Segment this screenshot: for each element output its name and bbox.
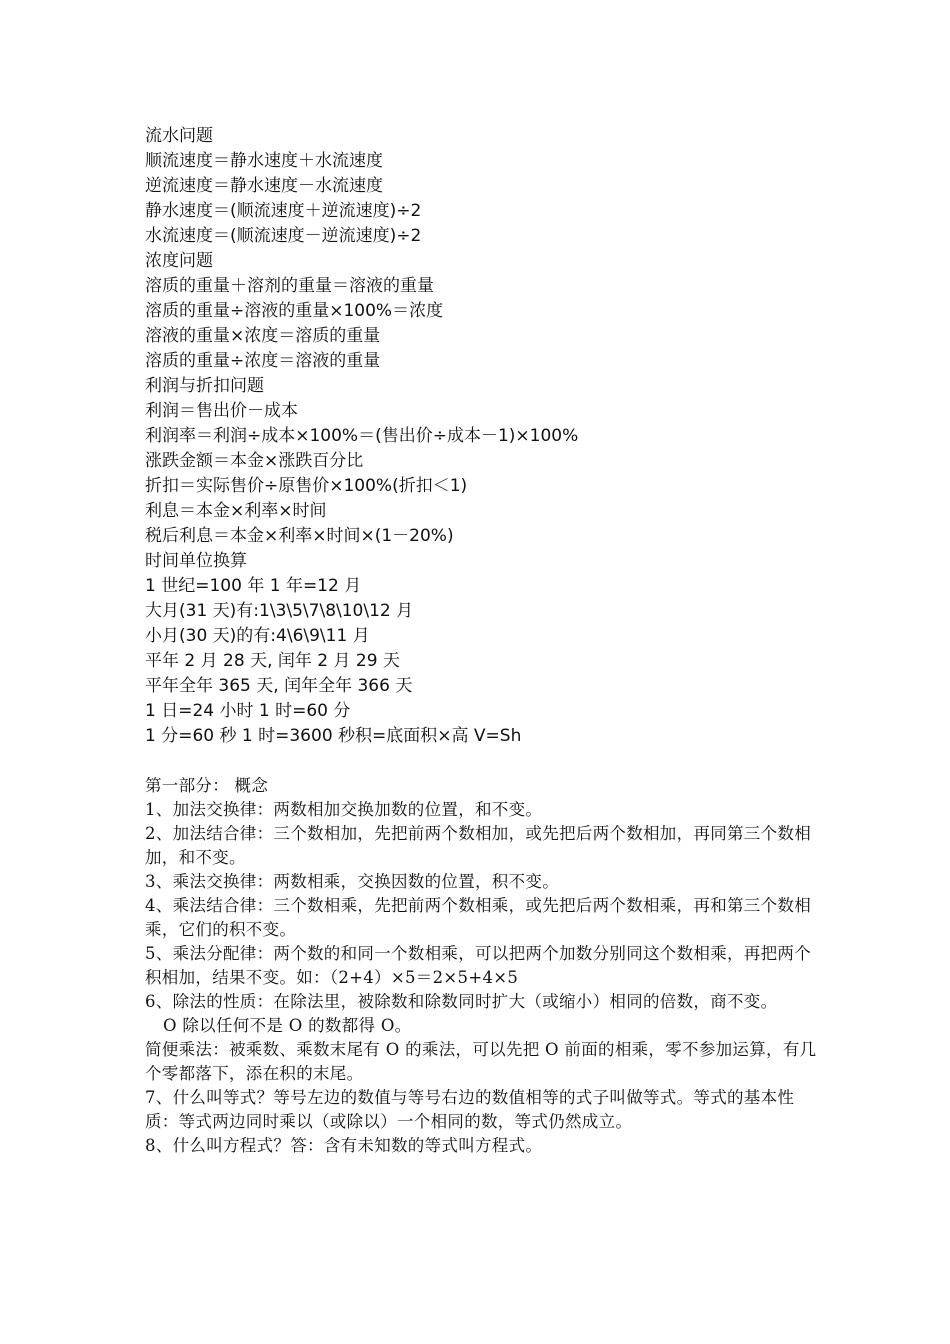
concept-paragraph: 4、乘法结合律：三个数相乘，先把前两个数相乘，或先把后两个数相乘，再和第三个数相乘，它们的积不变。 [145, 896, 811, 939]
formula-line: 1 日=24 小时 1 时=60 分 [145, 701, 351, 721]
formula-line: 1 世纪=100 年 1 年=12 月 [145, 576, 362, 596]
formula-line: 逆流速度＝静水速度－水流速度 [145, 176, 383, 196]
section-heading-time: 时间单位换算 [145, 551, 247, 571]
formula-line: 小月(30 天)的有:4\6\9\11 月 [145, 626, 370, 646]
concept-paragraph: 3、乘法交换律：两数相乘，交换因数的位置，积不变。 [145, 872, 559, 891]
formula-line: 水流速度＝(顺流速度－逆流速度)÷2 [145, 226, 422, 246]
formula-line: 平年 2 月 28 天, 闰年 2 月 29 天 [145, 651, 400, 671]
concept-paragraph: 简便乘法：被乘数、乘数末尾有 O 的乘法，可以先把 O 前面的相乘，零不参加运算，有几个零都落下，添在积的末尾。 [145, 1040, 817, 1083]
concept-paragraph: O 除以任何不是 O 的数都得 O。 [163, 1016, 412, 1035]
formula-line: 静水速度＝(顺流速度＋逆流速度)÷2 [145, 201, 422, 221]
formula-line: 税后利息＝本金×利率×时间×(1－20%) [145, 526, 454, 546]
section-heading-profit: 利润与折扣问题 [145, 376, 264, 396]
formula-list [145, 124, 845, 749]
formula-line: 利润率＝利润÷成本×100%＝(售出价÷成本－1)×100% [145, 426, 579, 446]
concept-paragraph: 2、加法结合律：三个数相加，先把前两个数相加，或先把后两个数相加，再同第三个数相加，和不变。 [145, 824, 811, 867]
part-heading: 第一部分： 概念 [145, 776, 269, 795]
formula-line: 折扣＝实际售价÷原售价×100%(折扣＜1) [145, 476, 468, 496]
formula-line: 利息＝本金×利率×时间 [145, 501, 327, 521]
concept-paragraph: 8、什么叫方程式？答：含有未知数的等式叫方程式。 [145, 1136, 543, 1155]
formula-line: 利润＝售出价－成本 [145, 401, 298, 421]
section-heading-concentration: 浓度问题 [145, 251, 213, 271]
formula-line: 溶质的重量＋溶剂的重量＝溶液的重量 [145, 276, 434, 296]
formula-line: 溶液的重量×浓度＝溶质的重量 [145, 326, 381, 346]
formula-line: 1 分=60 秒 1 时=3600 秒积=底面积×高 V=Sh [145, 726, 522, 746]
concept-list [145, 774, 825, 1158]
formula-line: 顺流速度＝静水速度＋水流速度 [145, 151, 383, 171]
formula-line: 平年全年 365 天, 闰年全年 366 天 [145, 676, 413, 696]
concept-paragraph: 6、除法的性质：在除法里，被除数和除数同时扩大（或缩小）相同的倍数，商不变。 [145, 992, 778, 1011]
formula-line: 大月(31 天)有:1\3\5\7\8\10\12 月 [145, 601, 414, 621]
concept-paragraph: 5、乘法分配律：两个数的和同一个数相乘，可以把两个加数分别同这个数相乘，再把两个积相加，结果不变。如：（2+4）×5＝2×5+4×5 [145, 944, 811, 987]
concept-paragraph: 7、什么叫等式？等号左边的数值与等号右边的数值相等的式子叫做等式。等式的基本性质：等式两边同时乘以（或除以）一个相同的数，等式仍然成立。 [145, 1088, 795, 1131]
concept-paragraph: 1、加法交换律：两数相加交换加数的位置，和不变。 [145, 800, 543, 819]
formula-line: 涨跌金额＝本金×涨跌百分比 [145, 451, 364, 471]
formula-line: 溶质的重量÷溶液的重量×100%＝浓度 [145, 301, 444, 321]
formula-line: 溶质的重量÷浓度＝溶液的重量 [145, 351, 381, 371]
section-heading-current: 流水问题 [145, 126, 213, 146]
